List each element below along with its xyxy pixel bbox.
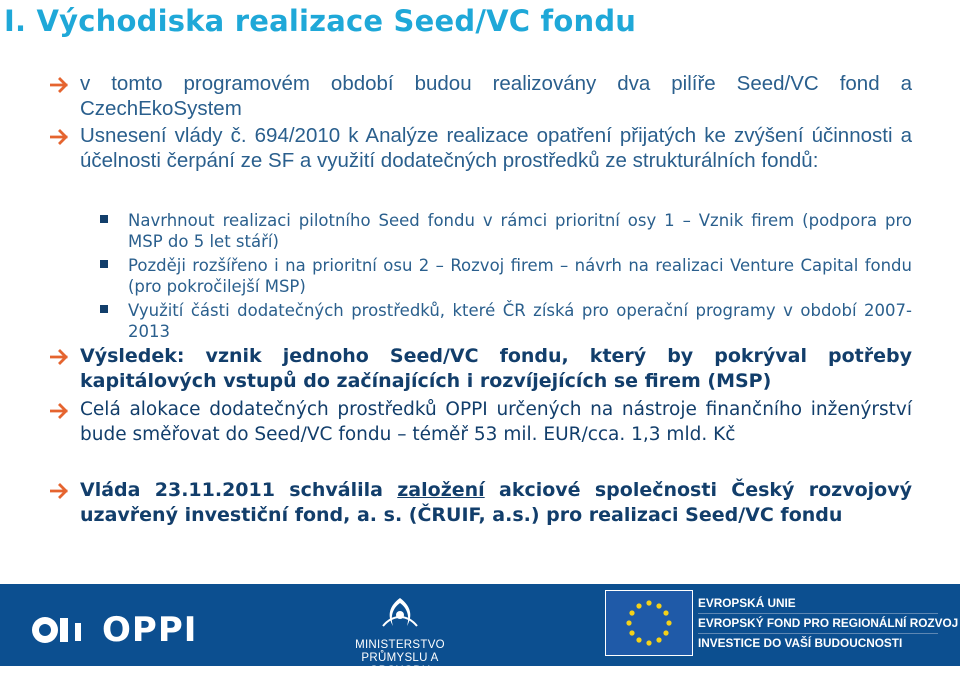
bullet-government-decision [50,478,912,532]
decision-suffix: akciové společnosti Český rozvojový uzavřený investiční fond, a. s. (ČRUIF, a.s.) pro realizaci Seed/VC fondu [80,479,912,526]
bullet-result [50,344,912,398]
bullet-allocation [50,398,912,478]
allocation-text: Celá alokace dodatečných prostředků OPPI určených na nástroje finančního inženýrství bude směřovat do Seed/VC fondu – téměř 53 mil. EUR/cca. 1,3 mld. Kč [80,399,912,445]
square-bullet-icon [100,305,108,313]
bullet-pillars [50,72,912,124]
bullet-text: Usnesení vlády č. 694/2010 k Analýze realizace opatření přijatých ke zvýšení účinnosti a účelnosti čerpání ze SF a využití dodatečných prostředků ze strukturálních fondů: [80,124,912,172]
square-bullet-icon [100,215,108,223]
subbullet-text: Navrhnout realizaci pilotního Seed fondu v rámci prioritní osy 1 – Vznik firem (podpora pro MSP do 5 let stáří) [128,211,912,251]
oppi-symbol-icon [30,613,92,647]
arrow-bullet-icon [50,402,72,420]
ministry-emblem-icon [371,596,429,634]
decision-underlined: založení [397,479,485,501]
slide-title: I. Východiska realizace Seed/VC fondu [4,4,637,38]
ministry-name-line2: PRŮMYSLU A OBCHODU [361,652,439,677]
arrow-bullet-icon [50,128,72,146]
bullet-resolution [50,124,912,210]
subbullet-text: Využití části dodatečných prostředků, které ČR získá pro operační programy v období 2007-2013 [128,301,912,341]
decision-prefix: Vláda 23.11.2011 schválila [80,479,398,501]
ministry-name-line1: MINISTERSTVO [355,639,445,651]
footer-bar [0,584,960,677]
eu-funding-text [698,594,959,653]
subbullet-additional-funds [50,300,912,344]
arrow-bullet-icon [50,482,72,500]
arrow-bullet-icon [50,76,72,94]
eu-slogan-label: INVESTICE DO VAŠÍ BUDOUCNOSTI [698,636,903,650]
eu-union-label: EVROPSKÁ UNIE [698,594,938,614]
square-bullet-icon [100,260,108,268]
slide-content [50,72,912,532]
result-text: Výsledek: vznik jednoho Seed/VC fondu, který by pokrýval potřeby kapitálových vstupů do začínajících i rozvíjejících se firem (MSP) [80,345,912,392]
oppi-logo [30,610,197,650]
subbullet-text: Později rozšířeno i na prioritní osu 2 – Rozvoj firem – návrh na realizaci Venture Capital fondu (pro pokročilejší MSP) [128,256,912,296]
bullet-text: v tomto programovém období budou realizovány dva pilíře Seed/VC fond a CzechEkoSystem [80,72,912,120]
subbullet-venture-capital [50,255,912,300]
oppi-wordmark: OPPI [102,610,198,650]
eu-flag [605,590,693,656]
subbullet-pilot-seed-fund [50,210,912,255]
arrow-bullet-icon [50,348,72,366]
eu-stars-icon [606,591,692,655]
eu-fund-label: EVROPSKÝ FOND PRO REGIONÁLNÍ ROZVOJ [698,614,938,634]
